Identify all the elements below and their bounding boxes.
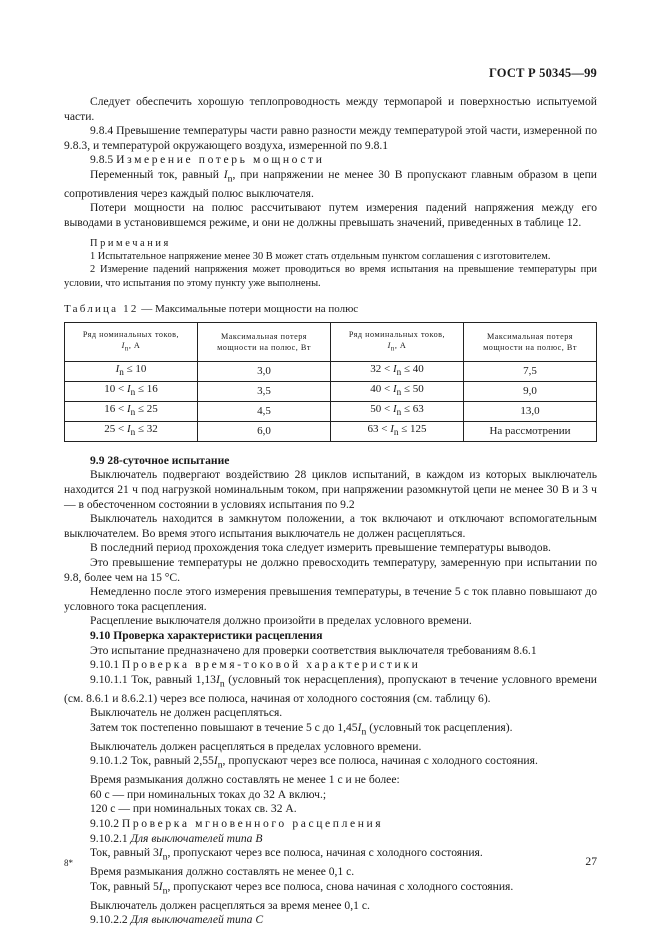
subsection-heading: [64, 658, 597, 673]
caption-text: — Максимальные потери мощности на полюс: [138, 303, 359, 316]
document-id: ГОСТ Р 50345—99: [488, 66, 597, 80]
subscript: n: [217, 759, 223, 771]
note-item: 1 Испытательное напряжение менее 30 В может стать отдельным пунктом соглашения с изготовителем.: [90, 251, 551, 263]
caption-label: Таблица 12: [64, 303, 139, 316]
symbol: I: [158, 846, 163, 860]
section-number: 9.10.1: [90, 658, 119, 672]
subscript: n: [393, 427, 399, 438]
section-number: 9.10.2.1: [90, 831, 128, 845]
subscript: n: [162, 851, 168, 863]
text: мощности на полюс, Вт: [483, 342, 577, 352]
table-cell: 9,0: [464, 381, 597, 401]
text: Максимальная потеря: [486, 331, 574, 341]
text: 32 <: [370, 363, 393, 376]
text: Затем ток постепенно повышают в течение 5 с до 1,45: [90, 720, 358, 734]
subscript: n: [219, 678, 225, 690]
subsection-heading: [64, 817, 597, 832]
symbol: I: [215, 672, 220, 686]
paragraph: Время размыкания должно составлять не менее 0,1 с.: [90, 865, 355, 879]
text: , при напряжении не менее 30 В пропускают главным образом в цепи сопротивления через каждый полюс выключателя.: [64, 167, 597, 200]
paragraph: [64, 754, 597, 773]
table-cell: 3,0: [198, 361, 331, 381]
list-item: 120 с — при номинальных токах св. 32 А.: [90, 802, 297, 816]
table-cell: [331, 381, 464, 401]
subsection-heading: [64, 913, 597, 928]
text: 9.10.1.1 Ток, равный 1,13: [90, 672, 216, 686]
col-header-loss: [464, 322, 597, 361]
subscript: n: [119, 367, 124, 378]
table-cell: 13,0: [464, 401, 597, 421]
table-row: [65, 421, 597, 441]
text: Ток, равный 3: [90, 846, 159, 860]
table-cell: На рассмотрении: [464, 421, 597, 441]
section-heading: 9.9 28-суточное испытание: [90, 453, 230, 467]
paragraph: Расцепление выключателя должно произойти в пределах условного времени.: [90, 614, 472, 628]
table-cell: [331, 421, 464, 441]
text: , пропускают через все полюса, снова начиная с холодного состояния.: [167, 879, 514, 893]
notes-block: [64, 237, 597, 291]
section-title: Для выключателей типа С: [130, 913, 264, 927]
text: ≤ 10: [126, 363, 147, 376]
text: (условный ток расцепления).: [366, 720, 513, 734]
paragraph: [64, 721, 597, 740]
paragraph: Выключатель не должен расцепляться.: [90, 706, 283, 720]
text: ≤ 32: [137, 423, 158, 436]
list-item: 60 с — при номинальных токах до 32 А включ.;: [90, 787, 327, 801]
paragraph: [64, 846, 597, 865]
symbol: I: [392, 403, 397, 416]
table-cell: 4,5: [198, 401, 331, 421]
table-cell: [331, 361, 464, 381]
table-cell: [65, 401, 198, 421]
text: , пропускают через все полюса, начиная с холодного состояния.: [222, 754, 538, 768]
subscript: n: [124, 345, 129, 353]
subscript: n: [162, 885, 168, 897]
text: Ток, равный 5: [90, 879, 159, 893]
subscript: n: [390, 345, 395, 353]
table-header-row: [65, 322, 597, 361]
symbol: I: [126, 423, 131, 436]
paragraph: В последний период прохождения тока следует измерить превышение температуры выводов.: [90, 541, 551, 555]
symbol: I: [390, 423, 394, 436]
paragraph: Потери мощности на полюс рассчитывают путем измерения падений напряжения между его выводами в установившемся режиме, и они не должны превышать значений, приведенных в таблице 12.: [64, 201, 597, 230]
subscript: n: [130, 427, 136, 438]
footer-signature-mark: 8*: [64, 858, 73, 868]
text: 50 <: [370, 403, 393, 416]
text: ≤ 40: [403, 363, 424, 376]
paragraph: [64, 673, 597, 707]
text: Ряд номинальных токов,: [348, 330, 446, 340]
section-title: Для выключателей типа В: [130, 831, 263, 845]
table-cell: 6,0: [198, 421, 331, 441]
subscript: n: [396, 407, 402, 418]
symbol: I: [392, 363, 397, 376]
text: 63 <: [367, 423, 391, 436]
note-item: 2 Измерение падений напряжения может проводиться во время испытания на превышение температуры при условии, что испытания по этому пункту уже выполнены.: [64, 264, 597, 289]
paragraph: [64, 168, 597, 202]
paragraph: Это превышение температуры не должно превосходить температуру, замеренную при испытании по 9.8, более чем на 15 °С.: [64, 556, 597, 584]
section-number: 9.8.5: [90, 153, 114, 167]
section-heading: [64, 153, 597, 168]
text: 40 <: [370, 383, 393, 396]
col-header-range: [331, 322, 464, 361]
text: 10 <: [104, 383, 127, 396]
text: , А: [128, 341, 141, 351]
text: ≤ 125: [401, 423, 427, 436]
symbol: I: [126, 383, 131, 396]
page-content: [64, 95, 597, 928]
text: (условный ток нерасцепления), пропускают в течение условного времени (см. 8.6.1 и 8.6.2.1) через все полюса, начиная от холодного состояния (см. таблицу 6).: [64, 672, 597, 705]
table-cell: [331, 401, 464, 421]
paragraph: Выключатель должен расцепляться за время менее 0,1 с.: [90, 898, 370, 912]
text: ≤ 63: [403, 403, 424, 416]
text: , А: [394, 341, 407, 351]
text: , пропускают через все полюса, начиная с холодного состояния.: [167, 846, 483, 860]
section-number: 9.10.2.2: [90, 913, 128, 927]
subscript: n: [130, 407, 136, 418]
col-header-loss: [198, 322, 331, 361]
table-cell: [65, 361, 198, 381]
paragraph: Выключатель находится в замкнутом положении, а ток включают и отключают вспомогательным выключателем. Во время этого испытания выключатель не должен расцепляться.: [64, 512, 597, 540]
text: Максимальная потеря: [220, 331, 308, 341]
symbol: I: [121, 341, 125, 351]
section-title: Измерение потерь мощности: [116, 153, 325, 167]
section-number: 9.10.2: [90, 817, 119, 831]
paragraph: Следует обеспечить хорошую теплопроводность между термопарой и поверхностью испытуемой части.: [64, 95, 597, 123]
paragraph: [64, 880, 597, 899]
notes-title: Примечания: [90, 237, 171, 249]
table-cell: 7,5: [464, 361, 597, 381]
paragraph: Выключатель должен расцепляться в пределах условного времени.: [90, 739, 422, 753]
text: мощности на полюс, Вт: [217, 342, 311, 352]
symbol: I: [223, 167, 228, 181]
text: 16 <: [104, 403, 127, 416]
symbol: I: [158, 879, 163, 893]
section-heading: 9.10 Проверка характеристики расцепления: [90, 629, 323, 642]
text: ≤ 25: [137, 403, 158, 416]
table-row: [65, 361, 597, 381]
table-row: [65, 401, 597, 421]
subscript: n: [396, 387, 402, 398]
text: 25 <: [104, 423, 127, 436]
text: Переменный ток, равный: [90, 167, 224, 181]
page-number: 27: [585, 855, 597, 868]
table-row: [65, 381, 597, 401]
text: ≤ 50: [403, 383, 424, 396]
table-cell: [65, 381, 198, 401]
symbol: I: [115, 363, 120, 376]
subscript: n: [361, 726, 367, 738]
col-header-range: [65, 322, 198, 361]
text: Ряд номинальных токов,: [82, 330, 180, 340]
symbol: I: [213, 754, 218, 768]
section-title: Проверка время-токовой характеристики: [121, 658, 421, 672]
power-loss-table: [64, 322, 597, 442]
subscript: n: [227, 173, 233, 185]
table-caption: [64, 302, 597, 317]
table-cell: 3,5: [198, 381, 331, 401]
paragraph: 9.8.4 Превышение температуры части равно разности между температурой этой части, измеренной по 9.8.3, и температурой окружающего воздуха, измеренной по 9.8.1: [64, 124, 597, 152]
paragraph: Это испытание предназначено для проверки соответствия выключателя требованиям 8.6.1: [90, 643, 537, 657]
subsection-heading: [64, 832, 597, 847]
symbol: I: [392, 383, 397, 396]
symbol: I: [126, 403, 131, 416]
symbol: I: [357, 720, 362, 734]
paragraph: Немедленно после этого измерения превышения температуры, в течение 5 с ток плавно повышают до условного тока расцепления.: [64, 585, 597, 613]
paragraph: Выключатель подвергают воздействию 28 циклов испытаний, в каждом из которых выключатель находится 21 ч под нагрузкой номинальным током, при напряжении разомкнутой цепи не менее 30 В и 3 ч — в обесточенном состоянии в условиях испытания по 9.2: [64, 468, 597, 511]
text: ≤ 16: [137, 383, 158, 396]
table-cell: [65, 421, 198, 441]
subscript: n: [130, 387, 136, 398]
section-title: Проверка мгновенного расцепления: [121, 817, 384, 831]
symbol: I: [387, 341, 391, 351]
paragraph: Время размыкания должно составлять не менее 1 с и не более:: [90, 773, 400, 787]
text: 9.10.1.2 Ток, равный 2,55: [90, 754, 214, 768]
subscript: n: [396, 367, 402, 378]
